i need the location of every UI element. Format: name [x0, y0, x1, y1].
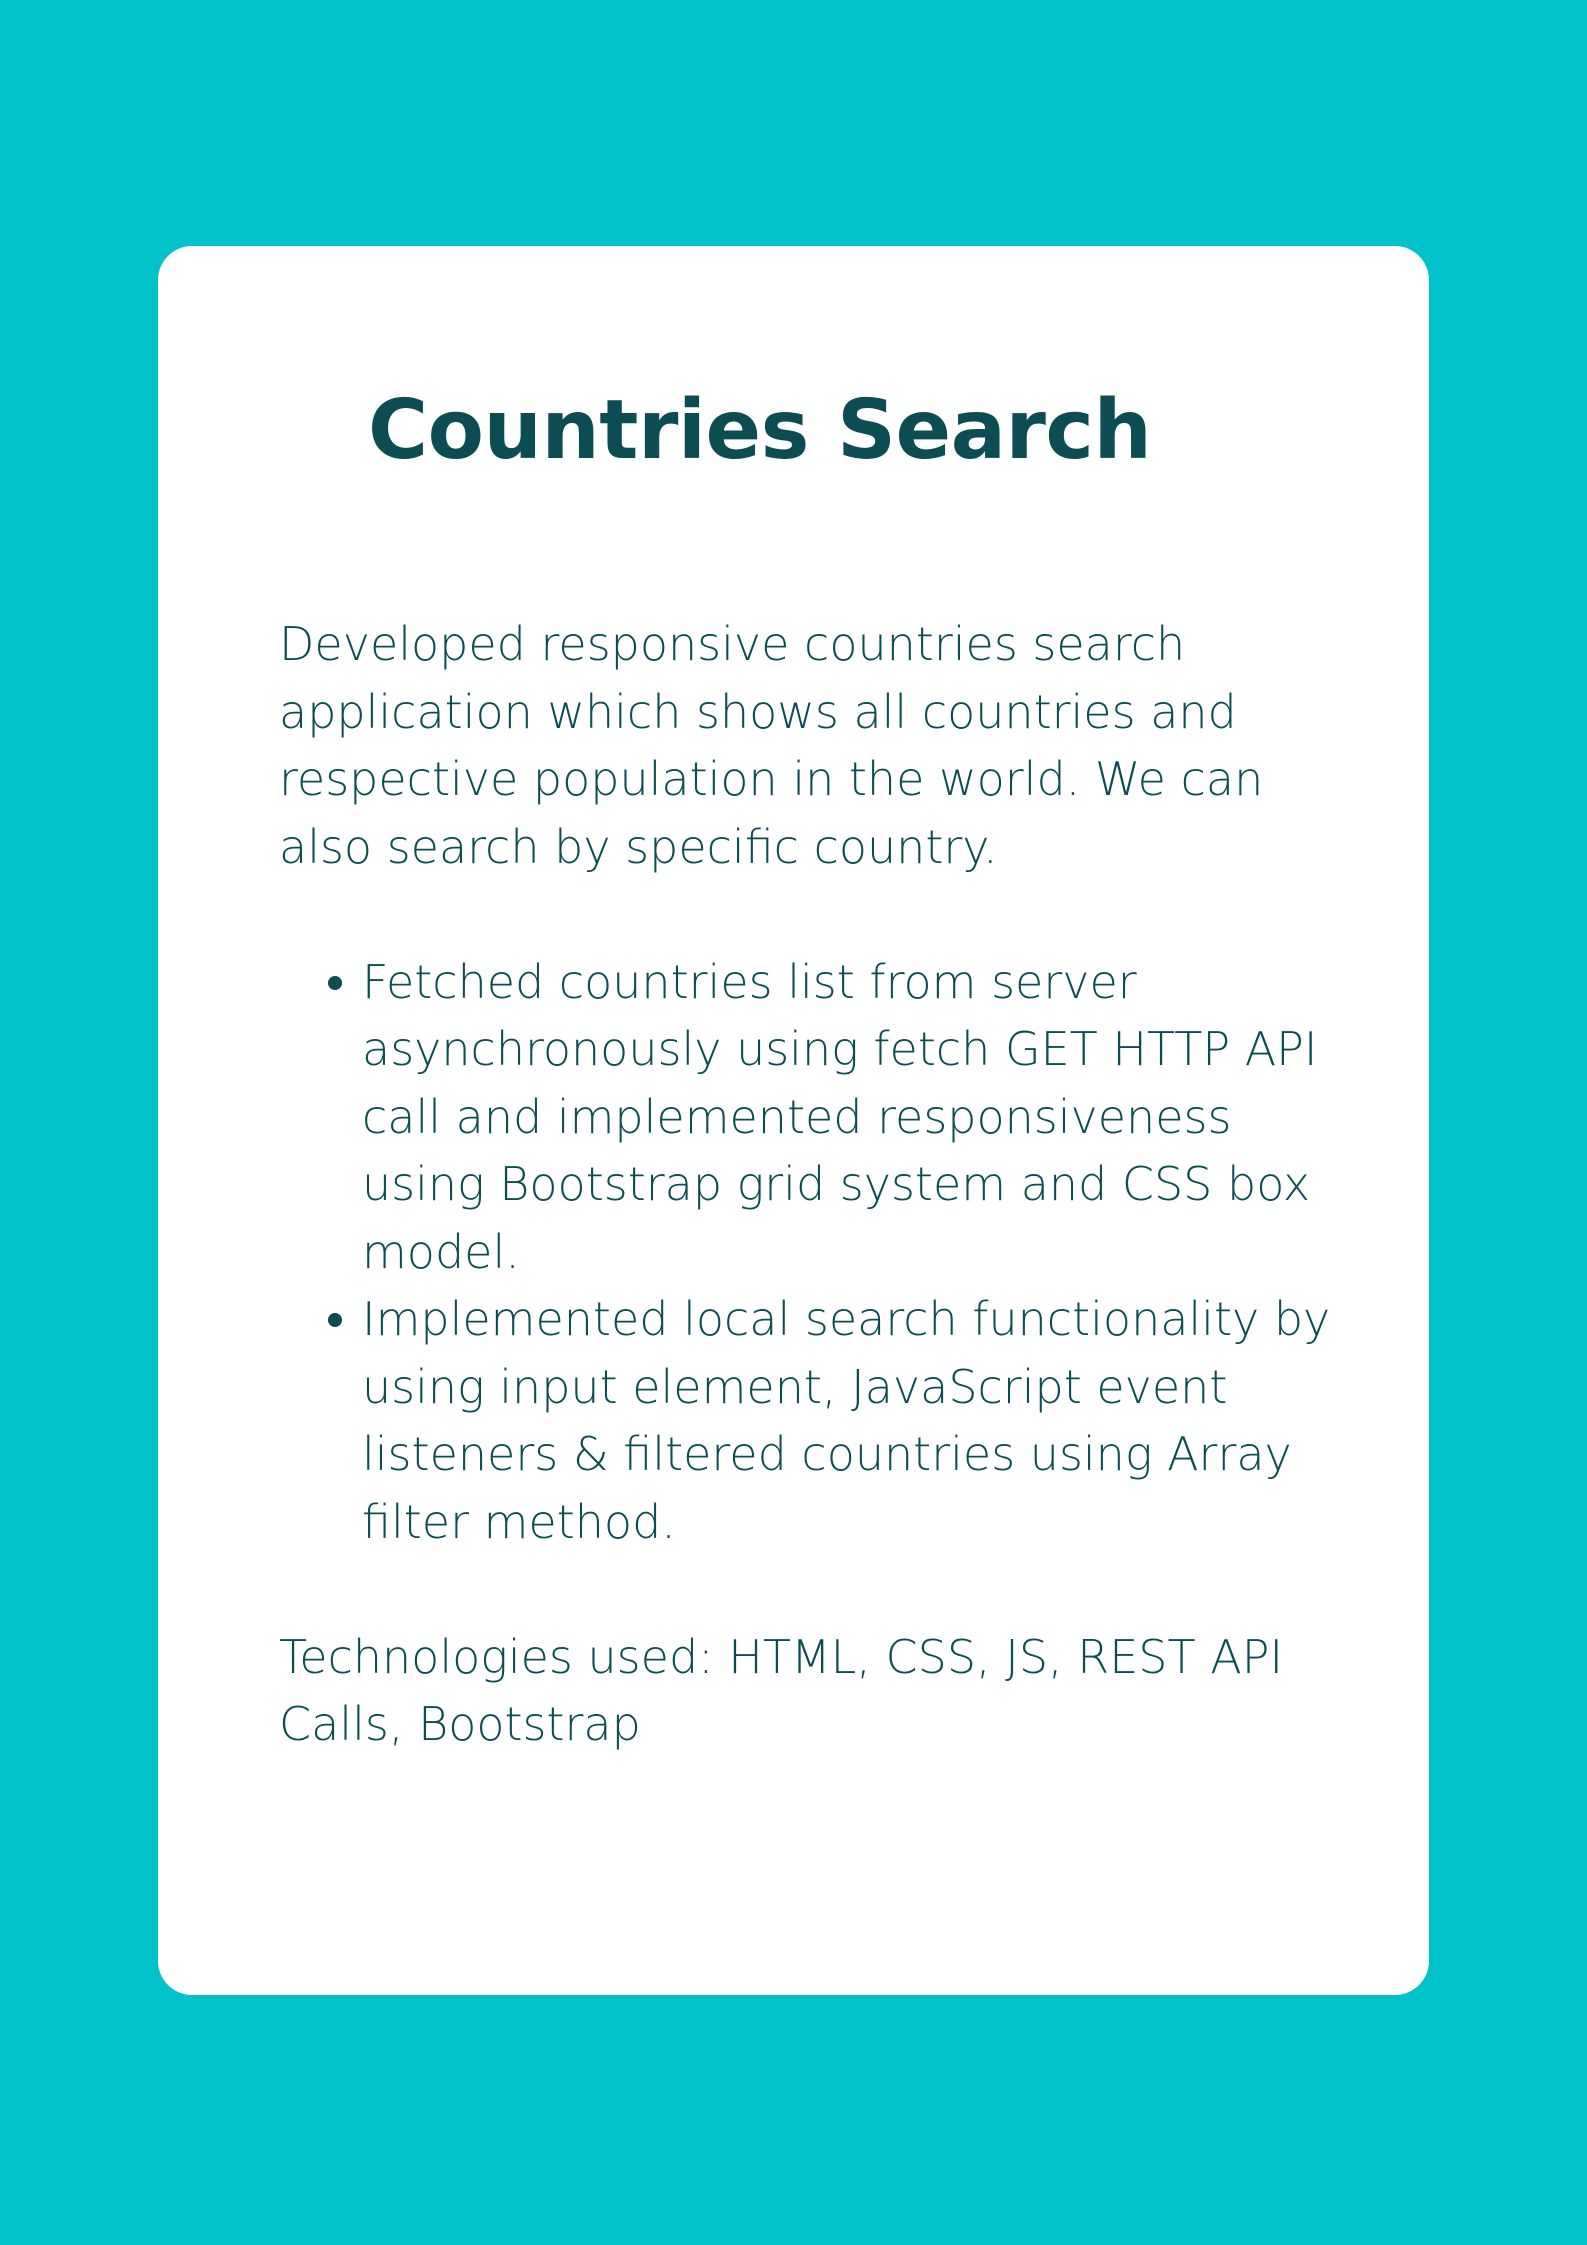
- bullet-icon: [328, 976, 342, 990]
- project-content: [279, 611, 1349, 1759]
- project-description: Developed responsive countries search application which shows all countries and respective population in the world. We can also search by specific country.: [279, 617, 1264, 874]
- feature-list: [279, 949, 1349, 1557]
- project-card: [158, 246, 1429, 1995]
- feature-item: [362, 1286, 1349, 1556]
- project-title: Countries Search: [368, 383, 1152, 478]
- technologies-used: Technologies used: HTML, CSS, JS, REST API Calls, Bootstrap: [279, 1629, 1284, 1751]
- feature-item: [362, 949, 1349, 1287]
- feature-text: Implemented local search functionality by using input element, JavaScript event listeners & filtered countries using Array filter method.: [362, 1292, 1331, 1549]
- bullet-icon: [328, 1313, 342, 1327]
- feature-text: Fetched countries list from server asynchronously using fetch GET HTTP API call and implemented responsiveness using Bootstrap grid system and CSS box model.: [362, 954, 1318, 1279]
